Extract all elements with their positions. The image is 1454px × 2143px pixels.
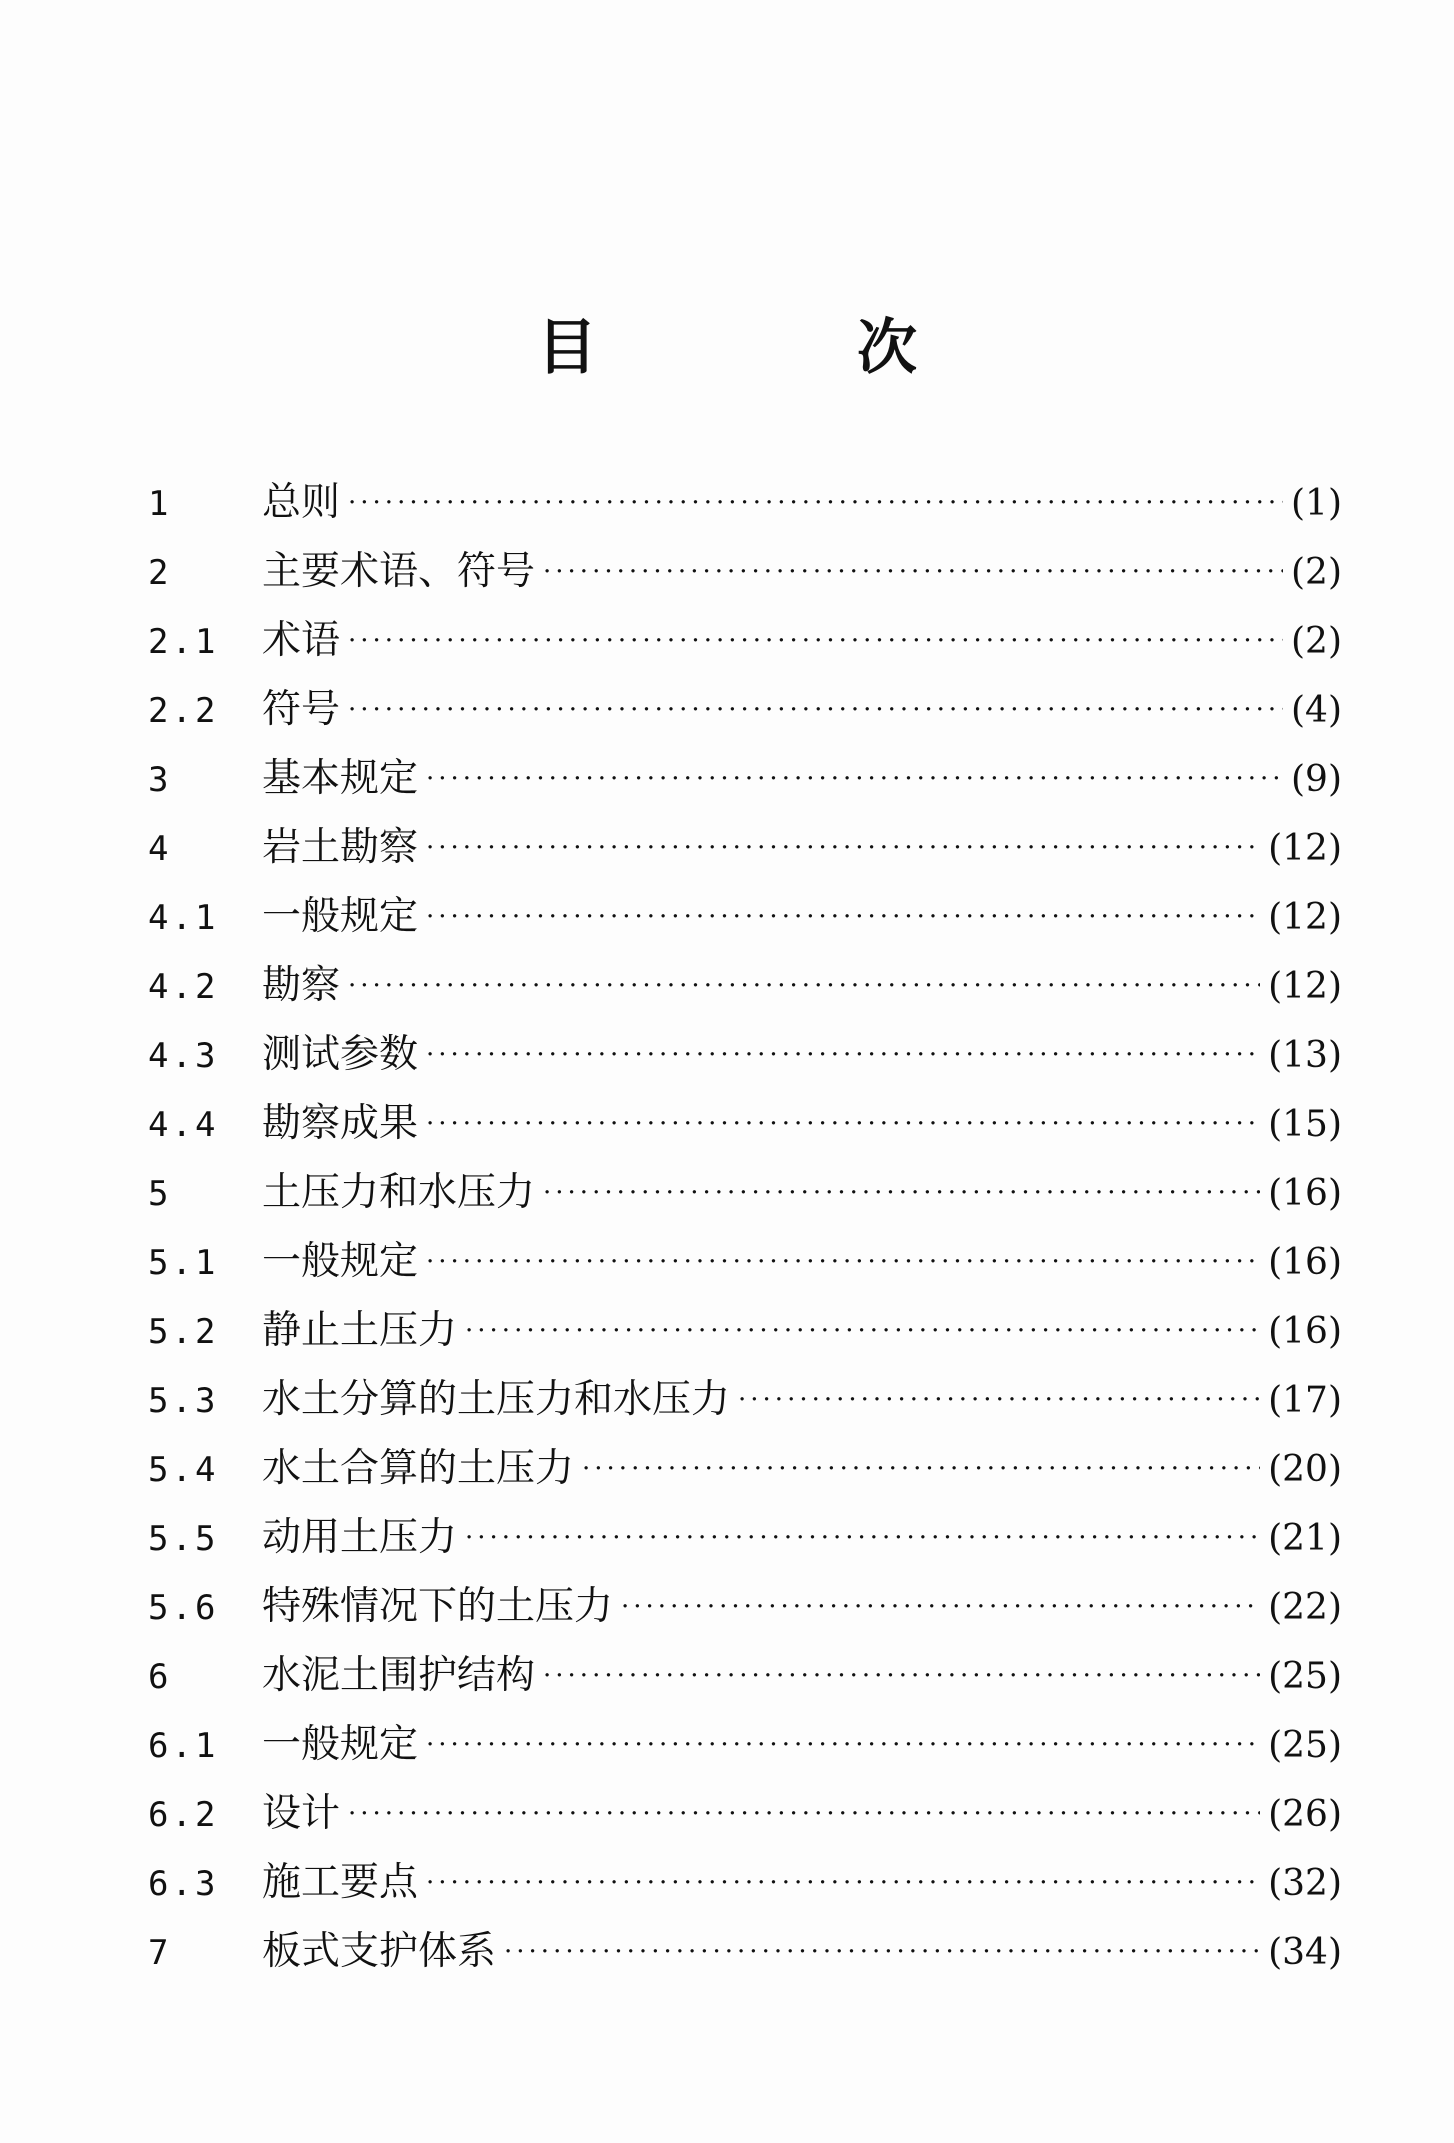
toc-entry xyxy=(148,468,1348,537)
toc-entry-page: (1) xyxy=(1291,483,1342,524)
toc-entry-number: 4.4 xyxy=(148,1105,219,1145)
toc-entry-number: 5.1 xyxy=(148,1243,219,1283)
toc-entry-label: 符号 xyxy=(262,687,341,732)
toc-entry-label: 主要术语、符号 xyxy=(262,549,536,594)
toc-entry-page: (12) xyxy=(1268,897,1342,938)
toc-entry-page: (15) xyxy=(1268,1104,1342,1145)
toc-entry-label: 总则 xyxy=(262,480,341,525)
table-of-contents xyxy=(148,468,1348,1986)
toc-dot-leader xyxy=(348,952,1260,1021)
toc-dot-leader xyxy=(543,1642,1260,1711)
toc-dot-leader xyxy=(426,814,1260,883)
toc-entry xyxy=(148,1503,1348,1572)
toc-entry-number: 6.2 xyxy=(148,1795,219,1835)
toc-entry-label: 岩土勘察 xyxy=(262,825,419,870)
toc-dot-leader xyxy=(504,1918,1260,1987)
toc-entry xyxy=(148,882,1348,951)
toc-entry-page: (34) xyxy=(1268,1932,1342,1973)
toc-entry xyxy=(148,1917,1348,1986)
toc-entry xyxy=(148,1779,1348,1848)
toc-entry-page: (13) xyxy=(1268,1035,1342,1076)
toc-entry-number: 2.1 xyxy=(148,622,219,662)
toc-entry xyxy=(148,951,1348,1020)
toc-entry-label: 勘察 xyxy=(262,963,341,1008)
toc-entry xyxy=(148,1434,1348,1503)
toc-entry-number: 5.3 xyxy=(148,1381,219,1421)
toc-entry xyxy=(148,813,1348,882)
toc-dot-leader xyxy=(426,1090,1260,1159)
toc-entry-label: 设计 xyxy=(262,1791,341,1836)
toc-entry xyxy=(148,1641,1348,1710)
toc-entry-label: 板式支护体系 xyxy=(262,1929,497,1974)
toc-entry-number: 7 xyxy=(148,1933,172,1973)
toc-entry-page: (32) xyxy=(1268,1863,1342,1904)
toc-entry xyxy=(148,1296,1348,1365)
toc-entry-number: 4.3 xyxy=(148,1036,219,1076)
toc-entry-page: (12) xyxy=(1268,966,1342,1007)
toc-entry xyxy=(148,1158,1348,1227)
toc-dot-leader xyxy=(582,1435,1260,1504)
toc-entry-number: 3 xyxy=(148,760,172,800)
toc-entry xyxy=(148,675,1348,744)
toc-entry-label: 施工要点 xyxy=(262,1860,419,1905)
toc-entry-page: (21) xyxy=(1268,1518,1342,1559)
toc-dot-leader xyxy=(348,469,1283,538)
toc-entry-number: 6.3 xyxy=(148,1864,219,1904)
toc-entry xyxy=(148,744,1348,813)
toc-dot-leader xyxy=(621,1573,1260,1642)
toc-entry-page: (17) xyxy=(1268,1380,1342,1421)
toc-entry-number: 6.1 xyxy=(148,1726,219,1766)
toc-entry-page: (4) xyxy=(1291,690,1342,731)
toc-entry xyxy=(148,1848,1348,1917)
toc-entry-page: (16) xyxy=(1268,1311,1342,1352)
toc-dot-leader xyxy=(465,1297,1260,1366)
toc-entry-label: 基本规定 xyxy=(262,756,419,801)
toc-entry-number: 6 xyxy=(148,1657,172,1697)
toc-dot-leader xyxy=(348,607,1283,676)
toc-entry-number: 1 xyxy=(148,484,172,524)
toc-dot-leader xyxy=(426,1849,1260,1918)
toc-entry-page: (9) xyxy=(1291,759,1342,800)
toc-entry xyxy=(148,1710,1348,1779)
toc-entry-number: 2 xyxy=(148,553,172,593)
toc-entry-label: 特殊情况下的土压力 xyxy=(262,1584,614,1629)
toc-dot-leader xyxy=(348,1780,1260,1849)
toc-dot-leader xyxy=(348,676,1283,745)
toc-entry xyxy=(148,1089,1348,1158)
toc-dot-leader xyxy=(738,1366,1260,1435)
toc-entry-page: (16) xyxy=(1268,1242,1342,1283)
toc-entry-number: 2.2 xyxy=(148,691,219,731)
toc-entry xyxy=(148,1572,1348,1641)
toc-entry-page: (16) xyxy=(1268,1173,1342,1214)
toc-entry-number: 4 xyxy=(148,829,172,869)
toc-dot-leader xyxy=(543,538,1283,607)
toc-entry-label: 水土分算的土压力和水压力 xyxy=(262,1377,731,1422)
toc-dot-leader xyxy=(426,1021,1260,1090)
toc-entry-page: (20) xyxy=(1268,1449,1342,1490)
toc-entry-label: 土压力和水压力 xyxy=(262,1170,536,1215)
toc-entry-label: 术语 xyxy=(262,618,341,663)
toc-entry-page: (25) xyxy=(1268,1656,1342,1697)
toc-dot-leader xyxy=(426,883,1260,952)
toc-entry-label: 勘察成果 xyxy=(262,1101,419,1146)
toc-entry-label: 一般规定 xyxy=(262,1722,419,1767)
toc-dot-leader xyxy=(426,745,1283,814)
toc-dot-leader xyxy=(465,1504,1260,1573)
toc-entry-number: 5.5 xyxy=(148,1519,219,1559)
toc-entry-number: 4.2 xyxy=(148,967,219,1007)
toc-entry xyxy=(148,537,1348,606)
toc-entry xyxy=(148,1365,1348,1434)
toc-entry-number: 5.2 xyxy=(148,1312,219,1352)
toc-entry xyxy=(148,1020,1348,1089)
toc-entry-label: 测试参数 xyxy=(262,1032,419,1077)
toc-entry-number: 5 xyxy=(148,1174,172,1214)
toc-entry-label: 一般规定 xyxy=(262,1239,419,1284)
toc-entry-label: 一般规定 xyxy=(262,894,419,939)
toc-dot-leader xyxy=(426,1711,1260,1780)
toc-dot-leader xyxy=(543,1159,1260,1228)
toc-entry-label: 水泥土围护结构 xyxy=(262,1653,536,1698)
toc-entry-page: (26) xyxy=(1268,1794,1342,1835)
toc-entry-page: (2) xyxy=(1291,621,1342,662)
page-title: 目 次 xyxy=(537,313,1017,383)
toc-entry-number: 4.1 xyxy=(148,898,219,938)
toc-entry xyxy=(148,606,1348,675)
toc-entry-label: 动用土压力 xyxy=(262,1515,458,1560)
toc-dot-leader xyxy=(426,1228,1260,1297)
toc-entry-page: (25) xyxy=(1268,1725,1342,1766)
toc-entry-number: 5.4 xyxy=(148,1450,219,1490)
toc-entry-number: 5.6 xyxy=(148,1588,219,1628)
toc-entry-page: (22) xyxy=(1268,1587,1342,1628)
toc-entry-page: (2) xyxy=(1291,552,1342,593)
toc-entry xyxy=(148,1227,1348,1296)
toc-entry-page: (12) xyxy=(1268,828,1342,869)
toc-entry-label: 水土合算的土压力 xyxy=(262,1446,575,1491)
toc-entry-label: 静止土压力 xyxy=(262,1308,458,1353)
